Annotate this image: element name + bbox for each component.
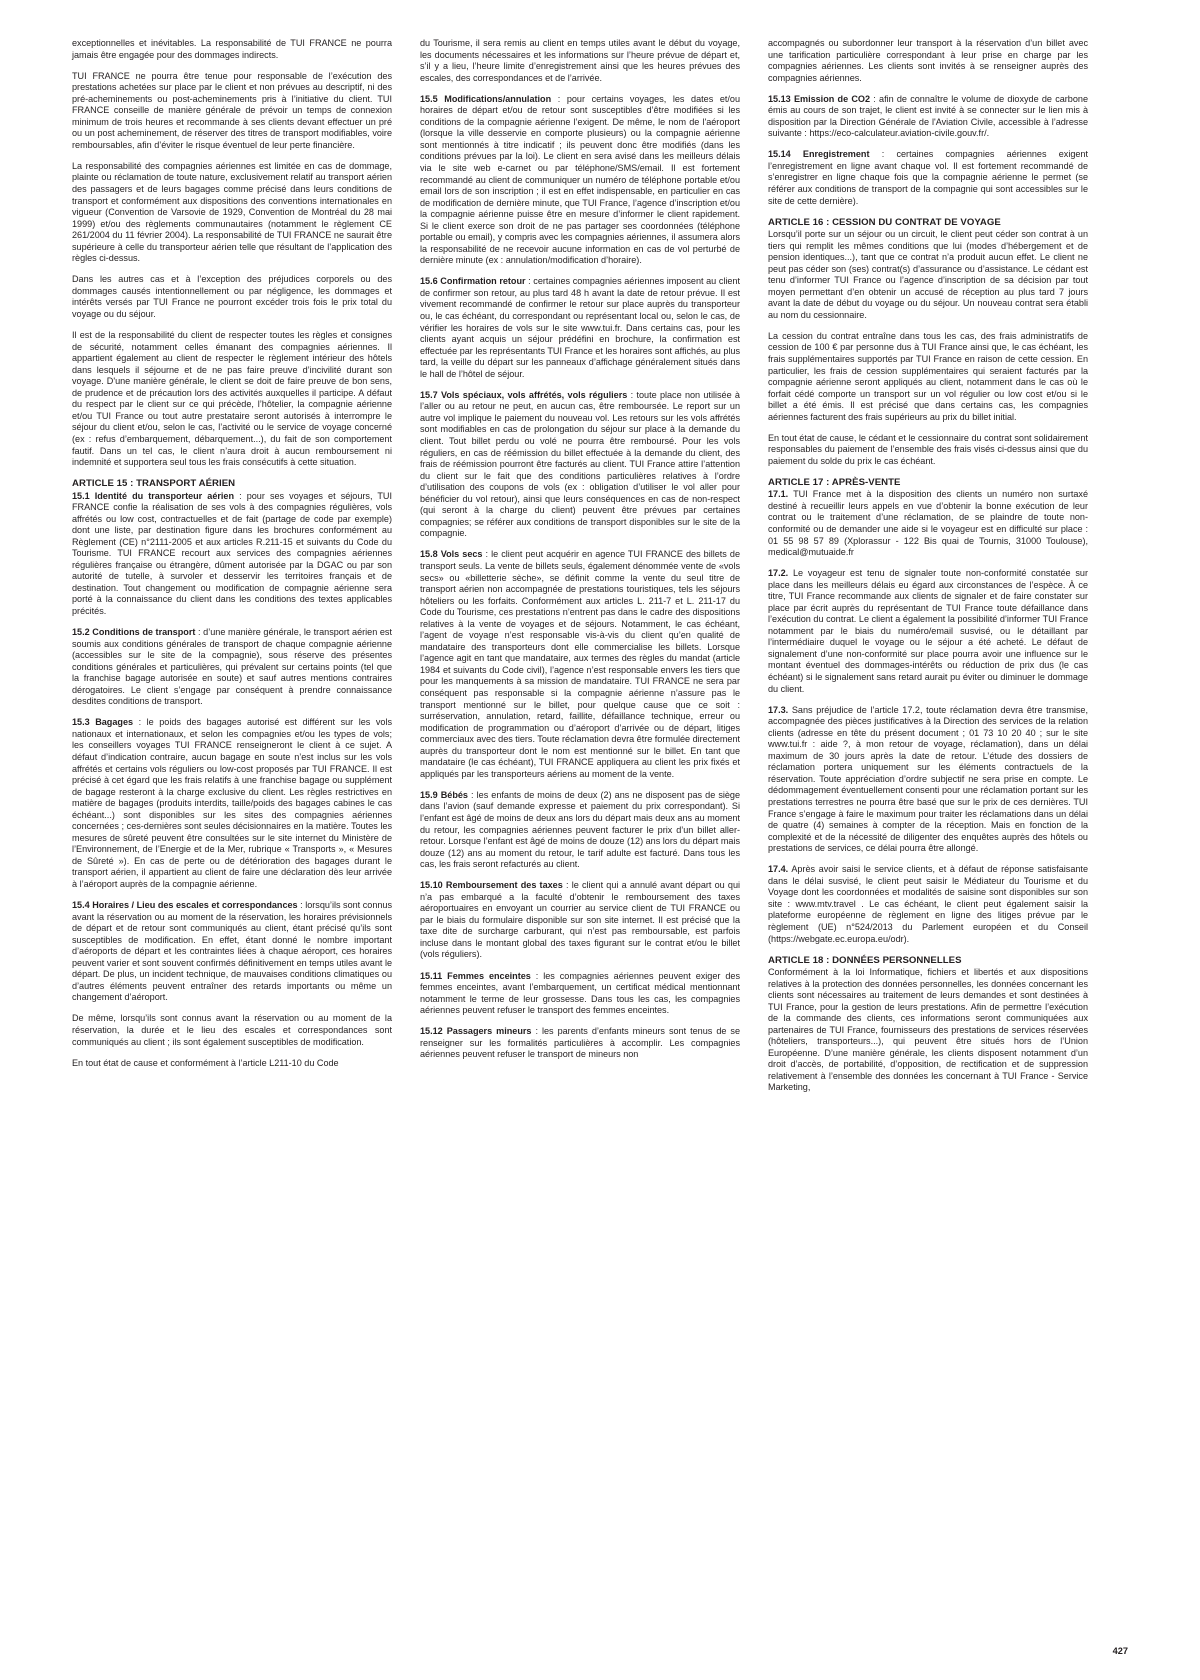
body-paragraph: En tout état de cause et conformément à l’article L211-10 du Code	[72, 1057, 339, 1068]
three-column-layout	[72, 38, 1128, 1616]
clause-paragraph: 15.7 Vols spéciaux, vols affrétés, vols réguliers : toute place non utilisée à l’aller ou au retour ne peut, en aucun cas, être remboursée. Le report sur un autre vol implique le paiement du nouveau vol. Les retours sur les vols affrétés sont modifiables en cas de prolongation du séjour sur place à la demande du client. Tout billet perdu ou volé ne pourra être remboursé. Pour les vols réguliers, en cas de réémission du billet effectuée à la demande du client, des frais de réémission pourront être facturés au client. TUI France attire l’attention du client sur le fait que des conditions particulières relatives à l’ordre d’utilisation des coupons de vols (ex : obligation d’utiliser le vol aller pour bénéficier du vol retour), ainsi que leurs conséquences en cas de non-respect (qui seront à la charge du client) peuvent être prévues par certaines compagnies; se référer aux conditions de transport disponibles sur le site de la compagnie.	[420, 389, 740, 539]
clause-number-label: 17.4.	[768, 864, 789, 875]
clause-number-label: 15.13 Emission de CO2	[768, 93, 871, 104]
body-paragraph: Conformément à la loi Informatique, fichiers et libertés et aux dispositions relatives à la protection des données personnelles, les données concernant les clients sont nécessaires au traitement de leurs demandes et sont destinées à TUI France, pour la gestion de leurs prestations. Afin de permettre l’exécution de la commande des clients, ces informations seront communiquées aux partenaires de TUI France, fournisseurs des prestations de services réservées (hôteliers, transporteurs...), qui peuvent être situés hors de l’Union Européenne. D’une manière générale, les clients disposent notamment d’un droit d’accès, de portabilité, d’opposition, de rectification et de suppression relativement à l’ensemble des données les concernant à TUI France - Service Marketing,	[768, 966, 1088, 1093]
body-paragraph: Il est de la responsabilité du client de respecter toutes les règles et consignes de sécurité, notamment celles émanant des compagnies aériennes. Il appartient également au client de respecter le règlement intérieur des hôtels dans lesquels il séjourne et de ne pas faire preuve d’incivilité durant son voyage. D'une manière générale, le client se doit de faire preuve de bon sens, de prudence et de précaution lors des activités auxquelles il participe. A défaut du respect par le client sur ce qui précède, l’hôtelier, la compagnie aérienne et/ou TUI France ou tout autre prestataire seront autorisés à interrompre le séjour du client et/ou, selon le cas, l’activité ou le service de voyage concerné (ex : refus d’embarquement, débarquement...), du fait de son comportement fautif. Dans un tel cas, le client n’aura droit à aucun remboursement ni indemnité et supportera seul tous les frais consécutifs à cette situation.	[72, 330, 392, 468]
clause-paragraph: 15.14 Enregistrement : certaines compagnies aériennes exigent l’enregistrement en ligne avant chaque vol. Il est fortement recommandé de s’enregistrer en ligne chaque fois que la compagnie aérienne le permet (se référer aux conditions de transport de la compagnie qui sont accessibles sur le site de cette dernière).	[768, 149, 1088, 206]
clause-number-label: 15.6 Confirmation retour	[420, 276, 526, 287]
clause-number-label: 15.12 Passagers mineurs	[420, 1026, 532, 1037]
body-paragraph: La responsabilité des compagnies aériennes est limitée en cas de dommage, plainte ou réclamation de toute nature, exclusivement relatif au transport aérien des passagers et de leurs bagages comme précisé dans leurs conditions de transport et conformément aux dispositions des conventions internationales en vigueur (Convention de Varsovie de 1929, Convention de Montréal du 28 mai 1999) et/ou des règlements communautaires (notamment le règlement CE 261/2004 du 11 février 2004). La responsabilité de TUI FRANCE ne saurait être supérieure à celle du transporteur aérien telle que résultant de l’application des règles ci-dessus.	[72, 160, 392, 264]
body-paragraph: En tout état de cause, le cédant et le cessionnaire du contrat sont solidairement responsables du paiement de l’ensemble des frais visés ci-dessus ainsi que du paiement du solde du prix le cas échéant.	[768, 432, 1088, 466]
clause-paragraph: 15.8 Vols secs : le client peut acquérir en agence TUI FRANCE des billets de transport seuls. La vente de billets seuls, également dénommée vente de «vols secs» ou «billetterie sèche», se définit comme la vente du seul titre de transport aérien non accompagnée de prestations touristiques, tels les séjours hôteliers ou les forfaits. Conformément aux articles L. 211-7 et L. 211-17 du Code du Tourisme, ces prestations n’entrent pas dans le cadre des dispositions relatives à la vente de voyages et de séjours. Notamment, le cas échéant, l’agent de voyage n’est responsable vis-à-vis du client qu’en qualité de mandataire des transporteurs dont elle commercialise les billets. Lorsque l’agence agit en tant que mandataire, aux termes des règles du mandat (article 1984 et suivants du Code civil), l’agence n’est responsable envers les tiers que pour les manquements à sa mission de mandataire. TUI FRANCE ne sera par conséquent pas responsable si la compagnie aérienne n’assure pas le transport mentionné sur le billet, pour quelque cause que ce soit : surréservation, annulation, retard, faillite, défaillance technique, erreur ou modification de programmation ou d’aéroport d’arrivée ou de départ, litiges commerciaux avec des tiers. Toute réclamation devra être formulée directement auprès du transporteur dont le nom est mentionné sur le billet. En tant que mandataire (le cas échéant), TUI FRANCE appliquera au client les prix fixés et appliqués par les transporteurs aériens au moment de la vente.	[420, 549, 741, 779]
article-heading: ARTICLE 15 : TRANSPORT AÉRIEN	[72, 478, 236, 490]
clause-number-label: 15.14 Enregistrement	[768, 149, 870, 160]
article-heading: ARTICLE 17 : APRÈS-VENTE	[768, 476, 901, 488]
body-paragraph: Lorsqu’il porte sur un séjour ou un circuit, le client peut céder son contrat à un tiers qui remplit les mêmes conditions que lui (modes d’hébergement et de pension identiques...), tant que ce contrat n’a produit aucun effet. Le client ne peut pas céder son (ses) contrat(s) d’assurance ou d’assistance. Le cédant est tenu d’informer TUI France ou l’agence d’inscription de sa décision par tout moyen permettant d’en obtenir un accusé de réception au plus tard 7 jours avant la date de début du voyage ou du séjour. Un nouveau contrat sera établi au nom du cessionnaire.	[768, 229, 1088, 320]
clause-paragraph: 15.13 Emission de CO2 : afin de connaître le volume de dioxyde de carbone émis au cours de son trajet, le client est invité à se connecter sur le lien mis à disposition par la Direction Générale de l'Aviation Civile, accessible à l’adresse suivante : https://eco-calculateur.aviation-civile.gouv.fr/.	[768, 93, 1089, 139]
body-paragraph: TUI FRANCE ne pourra être tenue pour responsable de l’exécution des prestations achetées sur place par le client et non prévues au descriptif, ni des pré-acheminements ou post-acheminements pris à l’initiative du client. TUI FRANCE conseille de manière générale de prévoir un temps de connexion minimum de trois heures et recommande à ses clients devant effectuer un pré ou un post acheminement, de réserver des titres de transport modifiables, voire remboursables, afin d’éviter le risque éventuel de leur perte financière.	[72, 70, 392, 150]
clause-number-label: 15.11 Femmes enceintes	[420, 970, 531, 981]
clause-number-label: 17.2.	[768, 568, 789, 579]
column-right	[768, 38, 1088, 1616]
body-paragraph: accompagnés ou subordonner leur transport à la réservation d’un billet avec une tarification particulière correspondant à leur prise en charge par les compagnies aériennes. Les clients sont invités à se renseigner auprès des compagnies aériennes.	[768, 38, 1088, 83]
clause-number-label: 15.10 Remboursement des taxes	[420, 880, 563, 891]
clause-number-label: 17.3.	[768, 704, 789, 715]
clause-paragraph: 15.10 Remboursement des taxes : le client qui a annulé avant départ ou qui n’a pas embarqué a la faculté d’obtenir le remboursement des taxes aéroportuaires en envoyant un courrier au service client de TUI FRANCE ou par le biais du formulaire disponible sur son site internet. Il est précisé que la taxe dite de surcharge carburant, qui n’est pas remboursable, est parfois incluse dans le montant global des taxes figurant sur le contrat et/ou le billet (vols réguliers).	[420, 880, 741, 960]
clause-number-label: 15.9 Bébés	[420, 789, 468, 800]
clause-number-label: 15.1 Identité du transporteur aérien	[72, 490, 235, 501]
clause-paragraph: 17.2. Le voyageur est tenu de signaler toute non-conformité constatée sur place dans les meilleurs délais eu égard aux circonstances de l’espèce. À ce titre, TUI France recommande aux clients de signaler et de faire constater sur place par écrit auprès du représentant de TUI France toute défaillance dans l’exécution du contrat. Le client a également la possibilité d’informer TUI France notamment par le biais du numéro/email susvisé, ou le détaillant par l’intermédiaire duquel le voyage ou le séjour a été acheté. Le défaut de signalement d’une non-conformité sur place pourra avoir une influence sur le montant éventuel des dommages-intérêts ou réduction de prix dus (le cas échéant) si le signalement sans retard aurait pu éviter ou diminuer le dommage du client.	[768, 568, 1088, 694]
clause-paragraph: 17.4. Après avoir saisi le service clients, et à défaut de réponse satisfaisante dans le délai susvisé, le client peut saisir le Médiateur du Tourisme et du Voyage dont les coordonnées et modalités de saisine sont disponibles sur son site : www.mtv.travel . Le cas échéant, le client peut également saisir la plateforme européenne de règlement en ligne des litiges prévue par le règlement (UE) n°524/2013 du Parlement européen et du Conseil (https://webgate.ec.europa.eu/odr).	[768, 864, 1088, 944]
clause-paragraph: 15.3 Bagages : le poids des bagages autorisé est différent sur les vols nationaux et internationaux, et selon les compagnies et/ou les types de vols; les conseillers voyages TUI FRANCE renseigneront le client à ce sujet. A défaut d’indication contraire, aucun bagage en soute n’est inclus sur les vols affrétés et certains vols réguliers ou low-cost proposés par TUI FRANCE. Il est précisé à cet égard que les frais relatifs à une franchise bagage ou supplément de bagage resteront à la charge exclusive du client. Les règles restrictives en matière de bagages (produits interdits, taille/poids des bagages cabines le cas échéant...) sont disponibles sur les sites des compagnies aériennes concernées ; ces-dernières sont seules décisionnaires en la matière. Toutes les mesures de sûreté peuvent être consultées sur le site internet du Ministère de l’Environnement, de l’Energie et de la Mer, rubrique « Transports », « Mesures de Sûreté »). En cas de perte ou de détérioration des bagages durant le transport aérien, il appartient au client de faire une déclaration dès leur arrivée à l’aéroport auprès de la compagnie aérienne.	[72, 717, 392, 889]
body-paragraph: du Tourisme, il sera remis au client en temps utiles avant le début du voyage, les documents nécessaires et les informations sur l’heure prévue de départ et, s’il y a lieu, l’heure limite d’enregistrement ainsi que les heures prévues des escales, des correspondances et de l’arrivée.	[420, 38, 740, 83]
clause-number-label: 15.8 Vols secs	[420, 549, 483, 560]
clause-paragraph: 15.9 Bébés : les enfants de moins de deux (2) ans ne disposent pas de siège dans l’avion (sauf demande expresse et paiement du prix correspondant). Si l’enfant est âgé de moins de deux ans lors du départ mais deux ans au moment du retour, les compagnies aériennes peuvent facturer le prix d’un billet aller-retour. Lorsque l’enfant est âgé de moins de douze (12) ans lors du départ mais douze (12) ans au moment du retour, le tarif adulte est facturé. Dans tous les cas, les frais seront refacturés au client.	[420, 789, 741, 870]
clause-paragraph: 15.2 Conditions de transport : d’une manière générale, le transport aérien est soumis aux conditions générales de transport de chaque compagnie aérienne (accessibles sur le site de la compagnie), sous réserve des présentes conditions générales et particulières, qui prévalent sur certains points (tel que la franchise bagage autorisée en soute) et sauf autres mentions contraires dérogatoires. Le client s’engage par conséquent à prendre connaissance desdites conditions de transport.	[72, 627, 392, 707]
column-left	[72, 38, 392, 1616]
clause-paragraph: 15.1 Identité du transporteur aérien : pour ses voyages et séjours, TUI FRANCE confie la réalisation de ses vols à des compagnies régulières, vols affrétés ou low cost, contractuelles et de fait (partage de code par exemple) dont une liste, par destination figure dans les brochures conformément au Règlement (CE) n°2111-2005 et aux articles R.211-15 et suivants du Code du Tourisme. TUI FRANCE recourt aux services des compagnies aériennes régulières française ou étrangère, dûment autorisée par la DGAC ou par son autorité de tutelle, à survoler et desservir les territoires français et de destination. Tout changement ou modification de compagnie aérienne sera porté à la connaissance du client dans les conditions des textes applicables précités.	[72, 490, 393, 616]
clause-paragraph: 17.1. TUI France met à la disposition des clients un numéro non surtaxé destiné à recueillir leurs appels en vue d’obtenir la bonne exécution de leur contrat ou le traitement d’une réclamation, de se plaindre de toute non-conformité ou de demander une aide si le voyageur est en difficulté sur place : 01 55 98 57 89 (Xplorassur - 122 Bis quai de Tournis, 31000 Toulouse), medical@mutuaide.fr	[768, 489, 1088, 558]
clause-number-label: 15.3 Bagages	[72, 717, 134, 728]
clause-number-label: 17.1.	[768, 489, 789, 500]
clause-paragraph: 15.4 Horaires / Lieu des escales et correspondances : lorsqu’ils sont connus avant la réservation ou au moment de la réservation, les horaires prévisionnels de départ et de retour sont communiqués au client, étant précisé qu’ils sont susceptibles de modification. En effet, étant donné le nombre important d’aéroports de départ et les contraintes liées à chaque aéroport, ces horaires peuvent varier et sont souvent confirmés définitivement en temps utiles avant le départ. De plus, un incident technique, de mauvaises conditions climatiques ou d’autres éléments peuvent entraîner des retards importants ou même un changement d’aéroport.	[72, 900, 392, 1003]
clause-number-label: 15.5 Modifications/annulation	[420, 93, 552, 104]
clause-paragraph: 15.6 Confirmation retour : certaines compagnies aériennes imposent au client de confirmer son retour, au plus tard 48 h avant la date de retour prévue. Il est vivement recommandé de confirmer le retour sur place auprès du transporteur ou, le cas échéant, du correspondant ou représentant local ou, selon le cas, de vérifier les horaires de vols sur le site www.tui.fr. Dans certains cas, pour les clients ayant acquis un séjour prédéfini en brochure, la confirmation est effectuée par les représentants TUI France et les horaires sont affichés, au plus tard, la veille du départ sur les panneaux d’affichage généralement situés dans le hall de l’hôtel de séjour.	[420, 276, 740, 379]
clause-paragraph: 17.3. Sans préjudice de l’article 17.2, toute réclamation devra être transmise, accompagnée des pièces justificatives à la Direction des services de la relation clients (adresse en tête du présent document ; 01 73 10 20 40 ; sur le site www.tui.fr : aide ?, à mon retour de voyage, réclamation), dans un délai maximum de 30 jours après la date de retour. L’étude des dossiers de réclamation portera uniquement sur les éléments contractuels de la réservation. Toute appréciation d’ordre subjectif ne sera prise en compte. Le dédommagement éventuellement consenti pour une réclamation portant sur les prestations terrestres ne pourra être basé que sur le prix de ces dernières. TUI France s’engage à faire le maximum pour traiter les réclamations dans un délai de quatre (4) semaines à compter de la réception. Mais en fonction de la complexité et de la nécessité de diligenter des enquêtes auprès des hôtels ou prestations de services, ce délai pourra être allongé.	[768, 704, 1088, 854]
clause-paragraph: 15.11 Femmes enceintes : les compagnies aériennes peuvent exiger des femmes enceintes, avant l’embarquement, un certificat médical mentionnant notamment le terme de leur grossesse. Dans tous les cas, les compagnies aériennes peuvent refuser le transport des femmes enceintes.	[420, 970, 740, 1016]
article-heading: ARTICLE 18 : DONNÉES PERSONNELLES	[768, 954, 962, 966]
article-heading: ARTICLE 16 : CESSION DU CONTRAT DE VOYAGE	[768, 216, 1001, 228]
clause-paragraph: 15.12 Passagers mineurs : les parents d’enfants mineurs sont tenus de se renseigner sur les formalités particulières à accomplir. Les compagnies aériennes peuvent refuser le transport de mineurs non	[420, 1026, 741, 1060]
body-paragraph: Dans les autres cas et à l’exception des préjudices corporels ou des dommages causés intentionnellement ou par négligence, les dommages et intérêts versés par TUI France ne pourront excéder trois fois le prix total du voyage ou du séjour.	[72, 274, 392, 319]
body-paragraph: De même, lorsqu’ils sont connus avant la réservation ou au moment de la réservation, la durée et le lieu des escales et correspondances sont communiqués au client ; ils sont également susceptibles de modification.	[72, 1013, 392, 1047]
body-paragraph: La cession du contrat entraîne dans tous les cas, des frais administratifs de cession de 100 € par personne dus à TUI France ainsi que, le cas échéant, les frais supplémentaires supportés par TUI France en raison de cette cession. En particulier, les frais de cession supplémentaires qui seraient facturés par la compagnie aérienne seront appliqués au client, notamment dans le cas où le forfait cédé comporte un transport sur un vol régulier ou low cost et/ou si le billet a été émis. Il est précisé que dans certains cas, les compagnies aériennes facturent des frais supérieurs au prix du billet initial.	[768, 330, 1088, 422]
body-paragraph: exceptionnelles et inévitables. La responsabilité de TUI FRANCE ne pourra jamais être engagée pour des dommages indirects.	[72, 38, 392, 60]
clause-number-label: 15.4 Horaires / Lieu des escales et correspondances	[72, 900, 298, 911]
column-middle	[420, 38, 740, 1616]
page-number: 427	[1112, 1646, 1128, 1656]
clause-number-label: 15.7 Vols spéciaux, vols affrétés, vols réguliers	[420, 389, 628, 400]
clause-number-label: 15.2 Conditions de transport	[72, 627, 196, 638]
clause-paragraph: 15.5 Modifications/annulation : pour certains voyages, les dates et/ou horaires de départ et/ou de retour sont susceptibles d’être modifiées si les conditions de la compagnie aérienne l’exigent. De même, le nom de l'aéroport (lorsque la ville desservie en comporte plusieurs) ou la compagnie aérienne sont mentionnés à titre indicatif ; ils peuvent donc être modifiés (dans les conditions prévues par la loi). Le client en sera avisé dans les meilleurs délais via le site web e-carnet ou par téléphone/SMS/email. Il est fortement recommandé au client de communiquer un numéro de téléphone portable et/ou email lors de son inscription ; il est en effet indispensable, en particulier en cas de modification de dernière minute, que TUI France, l’agence d’inscription et/ou la compagnie aérienne puisse être en mesure d’informer le client rapidement. Si le client exerce son droit de ne pas partager ses coordonnées (téléphone portable ou email), y compris avec les compagnies aériennes, il assumera alors la responsabilité de ne recevoir aucune information en cas de vol perturbé de dernière minute (ex : annulation/modification d’horaire).	[420, 93, 740, 266]
